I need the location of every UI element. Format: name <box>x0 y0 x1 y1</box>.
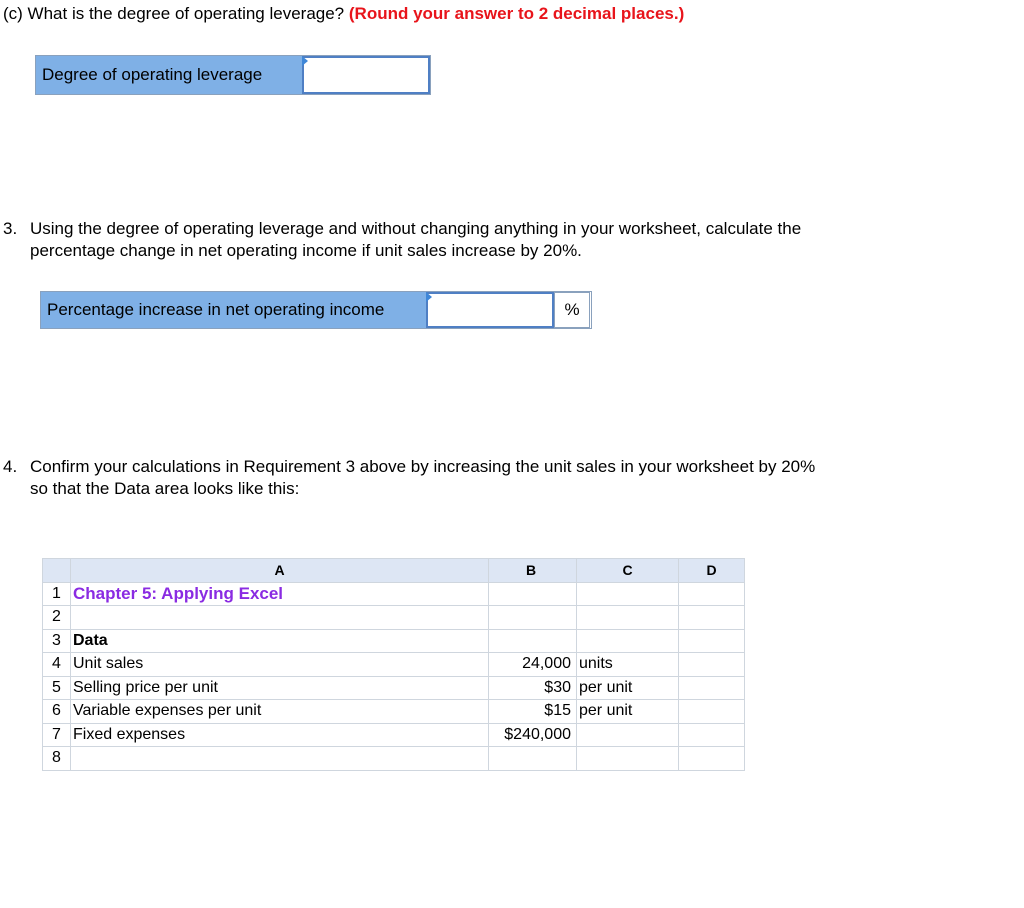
cell-c6: per unit <box>577 700 679 724</box>
question-c-text: (c) What is the degree of operating leverage? <box>3 4 345 23</box>
cell-b8 <box>489 747 577 771</box>
cell-b6: $15 <box>489 700 577 724</box>
row-number: 8 <box>43 747 71 771</box>
column-header-row <box>43 559 745 583</box>
cell-d3 <box>679 629 745 653</box>
table-row <box>43 629 745 653</box>
table-row <box>43 606 745 630</box>
row-number: 1 <box>43 582 71 606</box>
dol-answer-row <box>35 55 431 95</box>
dol-input[interactable] <box>304 58 428 92</box>
row-number: 6 <box>43 700 71 724</box>
cell-c5: per unit <box>577 676 679 700</box>
cell-c8 <box>577 747 679 771</box>
rounding-hint: (Round your answer to 2 decimal places.) <box>348 4 685 23</box>
cell-b2 <box>489 606 577 630</box>
cell-d1 <box>679 582 745 606</box>
cell-d6 <box>679 700 745 724</box>
column-header-b: B <box>489 559 577 583</box>
cell-b3 <box>489 629 577 653</box>
percent-unit: % <box>554 292 590 328</box>
question-4-line1: Confirm your calculations in Requirement 3 above by increasing the unit sales in your worksheet by 20% <box>30 457 816 476</box>
question-3-line1: Using the degree of operating leverage and without changing anything in your worksheet, calculate the <box>30 219 802 238</box>
row-number: 2 <box>43 606 71 630</box>
cell-d5 <box>679 676 745 700</box>
cell-c1 <box>577 582 679 606</box>
cell-a3: Data <box>71 629 489 653</box>
question-4-number: 4. <box>3 457 18 476</box>
column-header-c: C <box>577 559 679 583</box>
table-row <box>43 653 745 677</box>
cell-b1 <box>489 582 577 606</box>
cell-a4: Unit sales <box>71 653 489 677</box>
question-3 <box>3 218 1003 264</box>
input-flag-icon <box>302 56 308 66</box>
cell-b7: $240,000 <box>489 723 577 747</box>
question-c <box>3 4 684 24</box>
table-row <box>43 723 745 747</box>
cell-a1: Chapter 5: Applying Excel <box>71 582 489 606</box>
question-4-line2: so that the Data area looks like this: <box>30 479 300 498</box>
cell-a8 <box>71 747 489 771</box>
cell-d4 <box>679 653 745 677</box>
row-number: 7 <box>43 723 71 747</box>
input-flag-icon <box>426 292 432 302</box>
cell-a5: Selling price per unit <box>71 676 489 700</box>
table-row <box>43 676 745 700</box>
cell-a7: Fixed expenses <box>71 723 489 747</box>
cell-a6: Variable expenses per unit <box>71 700 489 724</box>
question-3-number: 3. <box>3 219 18 238</box>
table-row <box>43 747 745 771</box>
pct-input[interactable] <box>428 294 552 326</box>
cell-c7 <box>577 723 679 747</box>
cell-a2 <box>71 606 489 630</box>
pct-answer-row <box>40 291 592 329</box>
corner-cell <box>43 559 71 583</box>
dol-label: Degree of operating leverage <box>36 56 302 94</box>
row-number: 3 <box>43 629 71 653</box>
pct-input-wrapper <box>426 292 554 328</box>
question-4 <box>3 456 1003 502</box>
column-header-d: D <box>679 559 745 583</box>
cell-d8 <box>679 747 745 771</box>
cell-d2 <box>679 606 745 630</box>
column-header-a: A <box>71 559 489 583</box>
row-number: 4 <box>43 653 71 677</box>
table-row <box>43 582 745 606</box>
dol-input-wrapper <box>302 56 430 94</box>
cell-b4: 24,000 <box>489 653 577 677</box>
cell-b5: $30 <box>489 676 577 700</box>
row-number: 5 <box>43 676 71 700</box>
cell-c2 <box>577 606 679 630</box>
cell-c4: units <box>577 653 679 677</box>
pct-label: Percentage increase in net operating income <box>41 292 426 328</box>
question-3-line2: percentage change in net operating income if unit sales increase by 20%. <box>30 241 582 260</box>
cell-c3 <box>577 629 679 653</box>
data-spreadsheet <box>42 558 745 771</box>
cell-d7 <box>679 723 745 747</box>
table-row <box>43 700 745 724</box>
